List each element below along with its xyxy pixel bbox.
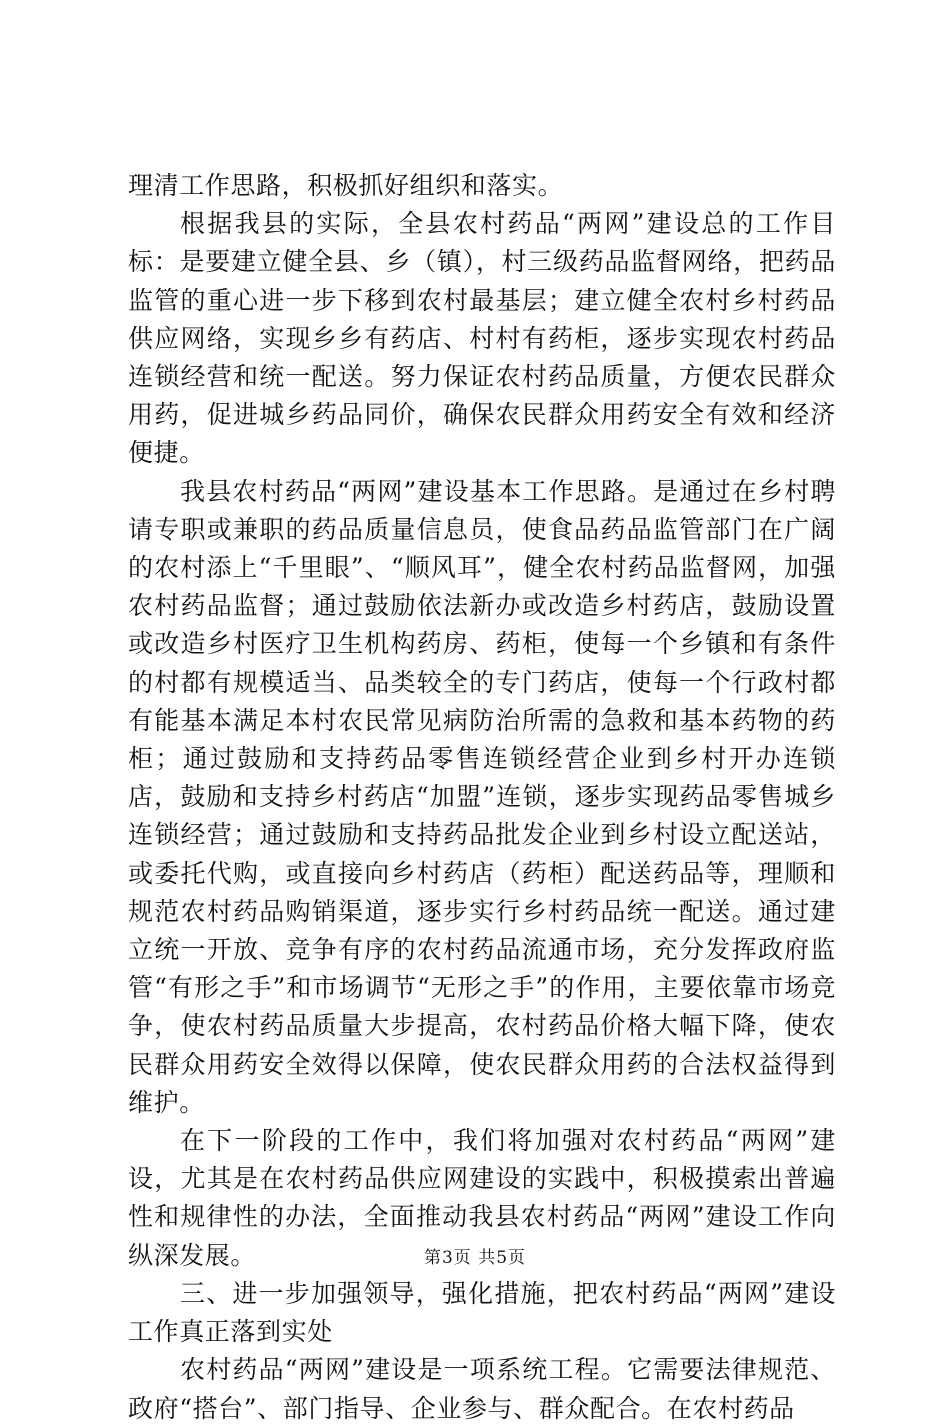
paragraph-4: 在下一阶段的工作中，我们将加强对农村药品“两网”建设，尤其是在农村药品供应网建设的实践中，积极摸索出普遍性和规律性的办法，全面推动我县农村药品“两网”建设工作向纵深发展。 bbox=[128, 1126, 836, 1270]
paragraph-1: 理清工作思路，积极抓好组织和落实。 bbox=[128, 171, 564, 200]
paragraph-2: 根据我县的实际，全县农村药品“两网”建设总的工作目标：是要建立健全县、乡（镇），村三级药品监督网络，把药品监管的重心进一步下移到农村最基层；建立健全农村乡村药品供应网络，实现乡乡有药店、村村有药柜，逐步实现农村药品连锁经营和统一配送。努力保证农村药品质量，方便农民群众用药，促进城乡药品同价，确保农民群众用药安全有效和经济便捷。 bbox=[128, 209, 836, 468]
section-heading-3: 三、进一步加强领导，强化措施，把农村药品“两网”建设工作真正落到实处 bbox=[128, 1278, 836, 1347]
page-footer: 第3页 共5页 bbox=[423, 1248, 527, 1268]
paragraph-3: 我县农村药品“两网”建设基本工作思路。是通过在乡村聘请专职或兼职的药品质量信息员，使食品药品监管部门在广阔的农村添上“千里眼”、“顺风耳”，健全农村药品监督网，加强农村药品监督；通过鼓励依法新办或改造乡村药店，鼓励设置或改造乡村医疗卫生机构药房、药柜，使每一个乡镇和有条件的村都有规模适当、品类较全的专门药店，使每一个行政村都有能基本满足本村农民常见病防治所需的急救和基本药物的药柜；通过鼓励和支持药品零售连锁经营企业到乡村开办连锁店，鼓励和支持乡村药店“加盟”连锁，逐步实现药品零售城乡连锁经营；通过鼓励和支持药品批发企业到乡村设立配送站，或委托代购，或直接向乡村药店（药柜）配送药品等，理顺和规范农村药品购销渠道，逐步实行乡村药品统一配送。通过建立统一开放、竞争有序的农村药品流通市场，充分发挥政府监管“有形之手”和市场调节“无形之手”的作用，主要依靠市场竞争，使农村药品质量大步提高，农村药品价格大幅下降，使农民群众用药安全效得以保障，使农民群众用药的合法权益得到维护。 bbox=[128, 476, 836, 1117]
document-body bbox=[128, 167, 836, 1428]
paragraph-5: 农村药品“两网”建设是一项系统工程。它需要法律规范、政府“搭台”、部门指导、企业参与、群众配合。在农村药品 bbox=[128, 1355, 836, 1423]
